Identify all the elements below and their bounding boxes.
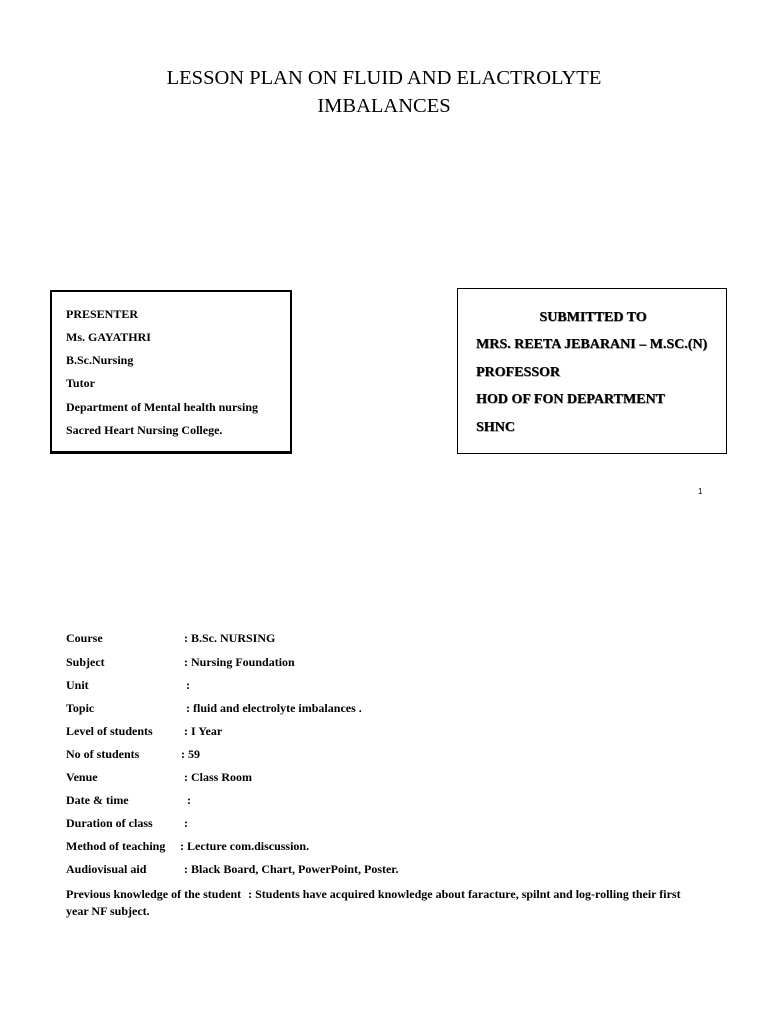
detail-label: No of students — [66, 747, 140, 761]
submitted-to-name: MRS. REETA JEBARANI – M.SC.(N) — [476, 337, 708, 352]
previous-knowledge — [66, 886, 706, 920]
document-title — [0, 64, 768, 120]
detail-label: Audiovisual aid — [66, 862, 147, 876]
presenter-name: Ms. GAYATHRI — [66, 330, 151, 344]
detail-label: Subject — [66, 655, 105, 669]
presenter-box — [50, 290, 292, 454]
submitted-to-box — [457, 288, 727, 454]
title-line-1: LESSON PLAN ON FLUID AND ELACTROLYTE — [166, 67, 602, 89]
title-line-2: IMBALANCES — [317, 95, 451, 117]
submitted-to-title: PROFESSOR — [476, 365, 561, 380]
previous-knowledge-label: Previous knowledge of the student — [66, 887, 242, 901]
detail-label: Venue — [66, 770, 98, 784]
submitted-to-heading: SUBMITTED TO — [539, 310, 647, 325]
detail-label: Method of teaching — [66, 839, 166, 853]
detail-value: : I Year — [184, 724, 223, 738]
detail-label: Duration of class — [66, 816, 153, 830]
presenter-heading: PRESENTER — [66, 307, 139, 321]
detail-label: Date & time — [66, 793, 129, 807]
detail-value: : — [187, 793, 191, 807]
detail-value: : Class Room — [184, 770, 252, 784]
detail-value: : Lecture com.discussion. — [180, 839, 310, 853]
detail-label: Course — [66, 631, 103, 645]
detail-value: : — [184, 816, 188, 830]
presenter-qualification: B.Sc.Nursing — [66, 353, 134, 367]
detail-label: Unit — [66, 678, 89, 692]
submitted-to-institution: SHNC — [476, 420, 515, 435]
detail-value: : — [186, 678, 190, 692]
detail-value: : Nursing Foundation — [184, 655, 295, 669]
detail-label: Level of students — [66, 724, 153, 738]
detail-value: : B.Sc. NURSING — [184, 631, 276, 645]
submitted-to-department: HOD OF FON DEPARTMENT — [476, 392, 665, 407]
presenter-department: Department of Mental health nursing — [66, 400, 258, 414]
detail-value: : fluid and electrolyte imbalances . — [186, 701, 362, 715]
detail-value: : Black Board, Chart, PowerPoint, Poster. — [184, 862, 399, 876]
presenter-college: Sacred Heart Nursing College. — [66, 423, 223, 437]
detail-label: Topic — [66, 701, 95, 715]
presenter-role: Tutor — [66, 376, 95, 390]
previous-knowledge-value: : Students have acquired knowledge about faracture, spilnt and log-rolling their first year NF subject. — [66, 887, 681, 918]
detail-value: : 59 — [181, 747, 200, 761]
page-number: 1 — [698, 487, 703, 496]
